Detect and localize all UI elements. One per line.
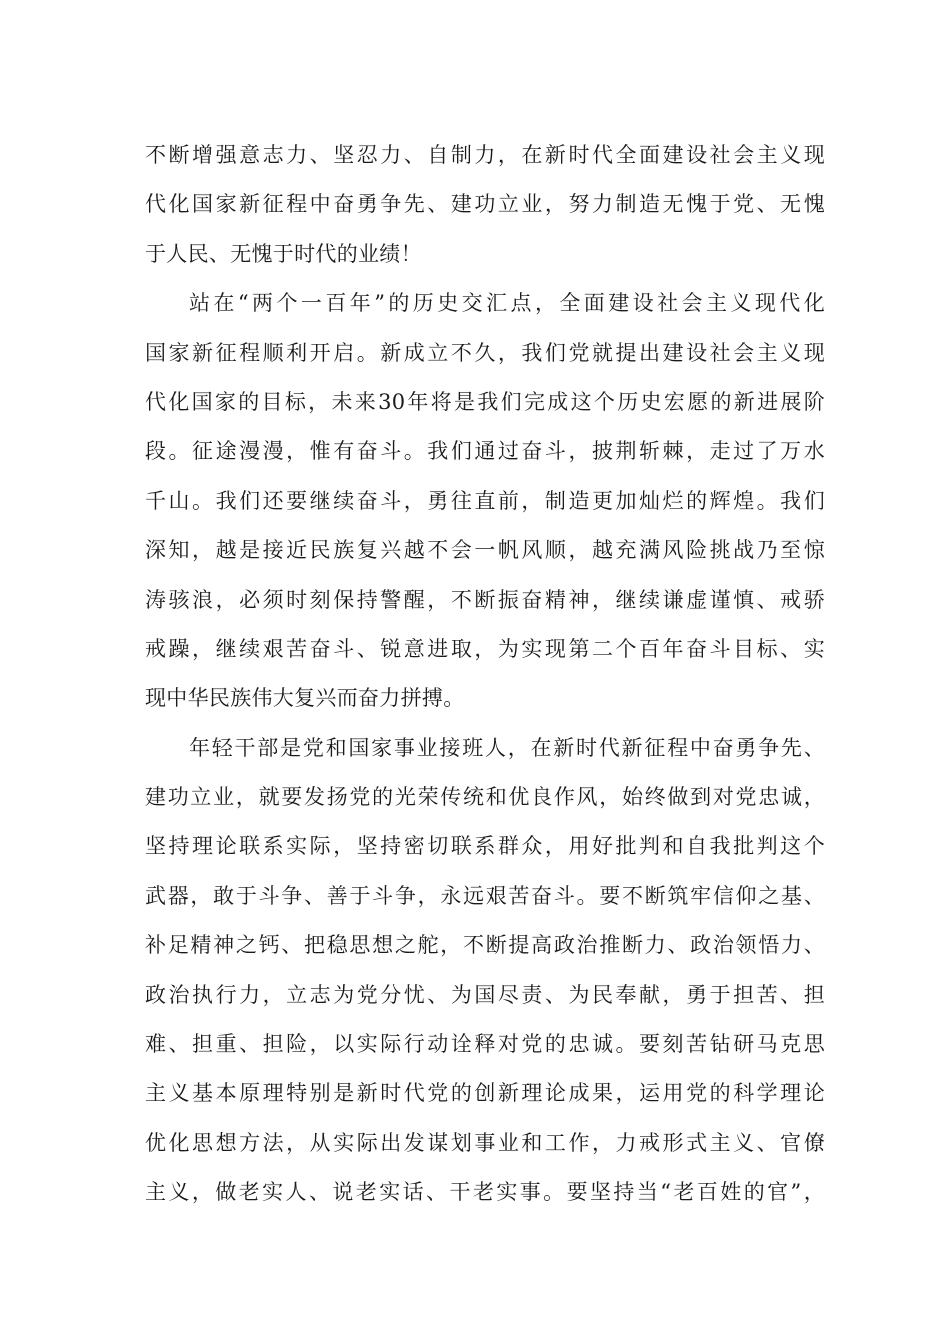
paragraph-3-line-6: 政治执行力，立志为党分忧、为国尽责、为民奉献，勇于担苦、担	[145, 982, 825, 1007]
paragraph-2-line-1: 站在“两个一百年”的历史交汇点，全面建设社会主义现代化	[189, 291, 825, 316]
paragraph-2-line-7: 涛骇浪，必须时刻保持警醒，不断振奋精神，继续谦虚谨慎、戒骄	[145, 587, 825, 612]
paragraph-1-line-1: 不断增强意志力、坚忍力、自制力，在新时代全面建设社会主义现	[145, 143, 825, 167]
paragraph-3-line-8: 主义基本原理特别是新时代党的创新理论成果，运用党的科学理论	[145, 1081, 825, 1106]
paragraph-2-line-8: 戒躁，继续艰苦奋斗、锐意进取，为实现第二个百年奋斗目标、实	[145, 636, 825, 661]
document-body	[145, 131, 825, 1218]
paragraph-2-line-4: 段。征途漫漫，惟有奋斗。我们通过奋斗，披荆斩棘，走过了万水	[145, 439, 825, 464]
paragraph-2-line-6: 深知，越是接近民族复兴越不会一帆风顺，越充满风险挑战乃至惊	[145, 538, 825, 563]
paragraph-2-line-2: 国家新征程顺利开启。新成立不久，我们党就提出建设社会主义现	[145, 340, 825, 365]
paragraph-3-line-7: 难、担重、担险，以实际行动诠释对党的忠诚。要刻苦钻研马克思	[145, 1032, 825, 1057]
paragraph-3-line-5: 补足精神之钙、把稳思想之舵，不断提高政治推断力、政治领悟力、	[145, 933, 825, 958]
paragraph-2-line-3: 代化国家的目标，未来30年将是我们完成这个历史宏愿的新进展阶	[145, 389, 825, 414]
paragraph-3-line-9: 优化思想方法，从实际出发谋划事业和工作，力戒形式主义、官僚	[145, 1130, 825, 1155]
paragraph-1-line-2: 代化国家新征程中奋勇争先、建功立业，努力制造无愧于党、无愧	[145, 192, 825, 217]
paragraph-3-line-10: 主义，做老实人、说老实话、干老实事。要坚持当“老百姓的官”，	[145, 1180, 825, 1205]
paragraph-1-line-3: 于人民、无愧于时代的业绩！	[145, 241, 422, 266]
paragraph-3-line-1: 年轻干部是党和国家事业接班人，在新时代新征程中奋勇争先、	[189, 735, 825, 760]
paragraph-2-line-9: 现中华民族伟大复兴而奋力拼搏。	[145, 686, 465, 711]
paragraph-2-line-5: 千山。我们还要继续奋斗，勇往直前，制造更加灿烂的辉煌。我们	[145, 488, 825, 513]
paragraph-3-line-3: 坚持理论联系实际，坚持密切联系群众，用好批判和自我批判这个	[145, 834, 825, 859]
paragraph-3-line-2: 建功立业，就要发扬党的光荣传统和优良作风，始终做到对党忠诚，	[145, 785, 825, 810]
paragraph-3-line-4: 武器，敢于斗争、善于斗争，永远艰苦奋斗。要不断筑牢信仰之基、	[145, 883, 825, 908]
